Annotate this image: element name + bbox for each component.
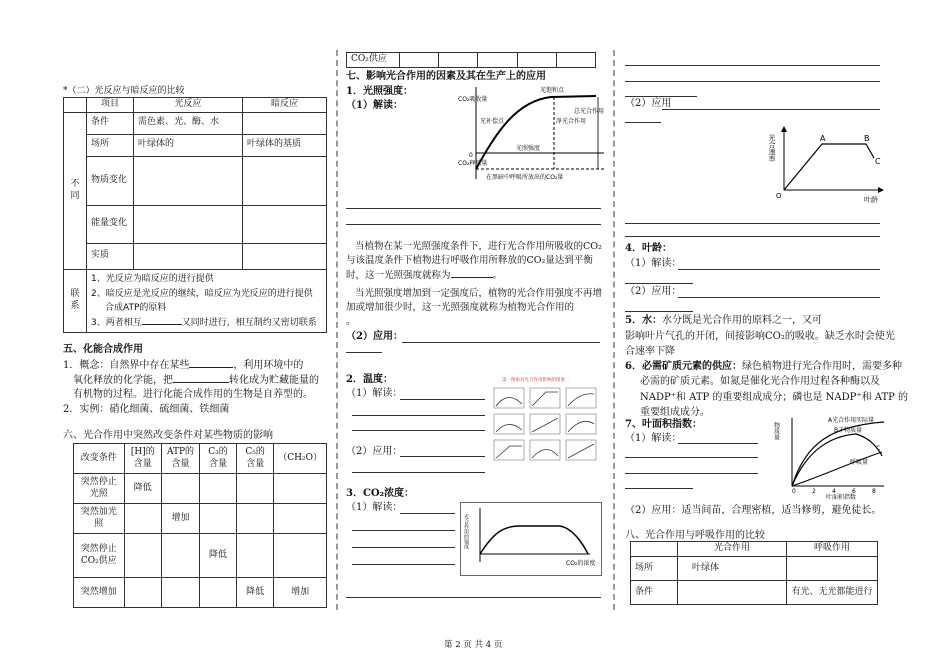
g1-y-bottom: CO₂释放量 [458, 160, 488, 167]
header-dark: 暗反应 [243, 98, 327, 113]
cell [124, 578, 162, 608]
g5-c-label: C [876, 445, 881, 452]
page-footer: 第 2 页 共 4 页 [444, 640, 503, 650]
answer-line [678, 443, 758, 444]
light-dark-comparison-table [63, 97, 327, 333]
g3-y-label: 光合作用的强度 [463, 514, 469, 549]
col-header: ATP的含量 [162, 444, 200, 474]
answer-line [402, 342, 600, 343]
cell: 降低 [124, 474, 162, 504]
row-label: 场所 [87, 134, 134, 156]
s5-line-2: 氧化释放的化学能，把 转化成为贮藏能量的 [73, 375, 319, 386]
answer-line [625, 457, 758, 458]
answer-line [678, 269, 880, 270]
answer-line [625, 283, 693, 284]
g4-point-c: C [875, 157, 881, 166]
answer-line [662, 109, 880, 110]
cell-value: 叶绿体的 [134, 134, 243, 156]
para1-line3: 时，这一光照强度就称为 。 [346, 270, 503, 281]
g4-origin: O [776, 192, 782, 200]
cell-value [243, 243, 327, 269]
row-label: 场所 [631, 557, 678, 581]
cell [199, 578, 236, 608]
g5-y-label: 物质量 [772, 422, 780, 440]
header-item: 项目 [87, 98, 134, 113]
col-header: （CH₂O） [274, 444, 327, 474]
g5-tick: 2 [812, 488, 816, 495]
co2-concentration-graph [460, 502, 602, 576]
answer-line [625, 96, 697, 97]
cell-value [243, 156, 327, 205]
cell [162, 578, 200, 608]
answer-line [346, 208, 601, 209]
cell [274, 474, 327, 504]
factor-5-line2: 影响叶片气孔的开闭，间接影响CO₂的吸收。缺乏水时会使光 [625, 331, 895, 342]
answer-line [625, 236, 880, 237]
answer-line [400, 513, 455, 514]
cell-value [134, 156, 243, 205]
row-label: 条件 [631, 581, 678, 605]
g1-y-top: CO₂吸收量 [458, 96, 488, 103]
cell-value: 叶绿体的基质 [243, 134, 327, 156]
answer-line [400, 399, 485, 400]
row-cond: 突然停止CO₂供应 [74, 534, 125, 578]
g1-compensation-label: 光补偿点 [480, 118, 505, 125]
s5-line-3: 有机物的过程。进行化能合成作用的生物是自养型的。 [73, 389, 313, 400]
row-cond: 突然增加 [74, 578, 125, 608]
answer-line [400, 456, 485, 457]
factor-6-line4: 重要组成成分。 [640, 407, 710, 418]
cell [237, 474, 274, 504]
answer-line [678, 297, 880, 298]
section-2-title: *（二）光反应与暗反应的比较 [63, 86, 185, 96]
g5-a-label: A光合作用实际量 [828, 417, 875, 424]
photo-resp-comparison-table [630, 541, 878, 605]
g2-caption: 第一图象对光合作用影响的图象 [502, 378, 565, 383]
factor-1-title: 1．光照强度： [346, 86, 413, 97]
factor-7-sub: （1）解读： [625, 433, 682, 444]
sudden-change-table [73, 443, 327, 608]
factor-5-line1: 5．水：水分既是光合作用的原料之一，又可 [625, 315, 822, 326]
answer-line [625, 223, 880, 224]
row-label: 物质变化 [87, 156, 134, 205]
side-label-different: 不同 [64, 112, 87, 269]
co2-supply-row [346, 52, 596, 68]
row-label: 实质 [87, 243, 134, 269]
temperature-graphs [490, 374, 600, 464]
answer-line [625, 311, 693, 312]
factor-2-sub: （1）解读： [346, 388, 403, 399]
g3-x-label: CO₂的浓度 [566, 560, 596, 567]
cell-value [243, 205, 327, 243]
cell: 降低 [237, 578, 274, 608]
section-7-title: 七、影响光合作用的因素及其在生产上的应用 [346, 71, 546, 82]
answer-line [625, 65, 880, 66]
g1-total-label: 总光合作用 [574, 108, 605, 115]
col-header: C₅的含量 [237, 444, 274, 474]
factor-5-line3: 合速率下降 [625, 346, 675, 357]
g1-net-label: 净光合作用 [556, 118, 587, 125]
factor-1-sub: （1）解读： [346, 100, 403, 111]
cell [237, 504, 274, 534]
answer-line [346, 352, 382, 353]
leaf-area-index-graph [772, 412, 892, 500]
g4-point-b: B [864, 134, 870, 143]
light-intensity-graph [456, 83, 606, 183]
g5-tick: 4 [832, 488, 836, 495]
cell: 叶绿体 [678, 557, 787, 581]
factor-6-line3: NADP⁺和 ATP 的重要组成成分；磷也是 NADP⁺和 ATP 的 [640, 392, 909, 403]
factor-3-title: 3．CO₂浓度： [346, 488, 415, 499]
g5-tick: 6 [852, 488, 856, 495]
answer-line [352, 547, 455, 548]
col-header: 光合作用 [678, 542, 787, 557]
row-label: 能量变化 [87, 205, 134, 243]
cell: 增加 [162, 504, 200, 534]
section-6-title: 六、光合作用中突然改变条件对某些物质的影响 [63, 430, 273, 441]
answer-line [352, 430, 485, 431]
right-app-label: （2）应用 [625, 98, 672, 109]
g5-tick: 0 [792, 488, 796, 495]
cell [199, 474, 236, 504]
cell [124, 504, 162, 534]
cell [162, 534, 200, 578]
answer-line [352, 415, 485, 416]
factor-4-title: 4．叶龄： [625, 243, 672, 254]
g1-dark-label: 在黑暗中呼吸所放出的CO₂量 [486, 174, 564, 181]
cell-value [243, 112, 327, 134]
cell [237, 534, 274, 578]
cell: 增加 [274, 578, 327, 608]
g4-point-a: A [820, 134, 826, 143]
para1-line1: 当植物在某一光照强度条件下，进行光合作用所吸收的CO₂ [355, 241, 602, 252]
factor-7-title: 7、叶面积指数： [625, 419, 702, 430]
cell [124, 534, 162, 578]
g4-y-label: 光合速率 [768, 134, 776, 162]
column-divider [613, 50, 615, 610]
cell [274, 534, 327, 578]
g5-tick: 8 [872, 488, 876, 495]
col-header: [H]的含量 [124, 444, 162, 474]
factor-6-line2: 必需的矿质元素。如氮是催化光合作用过程各种酶以及 [640, 376, 880, 387]
column-divider [336, 50, 338, 610]
row-cond: 突然加光照 [74, 504, 125, 534]
app-1-label: （2）应用： [346, 331, 403, 342]
g5-b-label: B干物质量 [834, 427, 863, 434]
cell-value: 需色素、光、酶、水 [134, 112, 243, 134]
cell [678, 581, 787, 605]
row-label: 条件 [87, 112, 134, 134]
cell: 有光、无光都能进行 [787, 581, 878, 605]
factor-4-sub: （1）解读： [625, 258, 682, 269]
g1-saturation-label: 光饱和点 [540, 87, 565, 94]
answer-line [625, 122, 661, 123]
section-5-title: 五、化能合成作用 [63, 344, 143, 355]
cell: 降低 [199, 534, 236, 578]
g5-x-label: 叶面积指数 [826, 494, 857, 500]
leaf-age-graph [760, 124, 886, 206]
row-cond: 突然停止光照 [74, 474, 125, 504]
answer-line [625, 488, 693, 489]
g1-x-label: 光照强度 [516, 145, 541, 152]
cell [274, 504, 327, 534]
answer-line [625, 81, 880, 82]
para2-line2: 加或增加很少时，这一光照强度就称为植物光合作用的 [346, 302, 575, 313]
factor-2-title: 2．温度： [346, 374, 393, 385]
side-label-link: 联系 [64, 269, 87, 332]
cell [199, 504, 236, 534]
factor-4-app: （2）应用： [625, 286, 682, 297]
factor-3-sub: （1）解读： [346, 502, 403, 513]
col-header: C₃的含量 [199, 444, 236, 474]
answer-line [352, 530, 455, 531]
cell [787, 557, 878, 581]
col-header: 改变条件 [74, 444, 125, 474]
link-cell: 1、光反应为暗反应的进行提供 2、暗反应是光反应的继续，暗反应为光反应的进行提供 合成ATP的原料 3、两者相互 又同时进行，相互制约又密切联系 [87, 269, 327, 332]
cell [162, 474, 200, 504]
answer-line [346, 597, 601, 598]
para1-line2: 与该温度条件下植物进行呼吸作用所释放的CO₂量达到平衡 [346, 255, 593, 266]
section-8-title: 八、光合作用与呼吸作用的比较 [625, 530, 765, 541]
s5-line-1: 1．概念：自然界中存在某些 ，利用环境中的 [63, 360, 304, 371]
s5-line-4: 2．实例：硝化细菌、硫细菌、铁细菌 [63, 404, 230, 415]
factor-2-app: （2）应用： [346, 446, 403, 457]
col-header: 呼吸作用 [787, 542, 878, 557]
para2-line1: 当光照强度增加到一定强度后，植物的光合作用强度不再增 [355, 288, 603, 299]
cell-value [134, 243, 243, 269]
factor-6-line1: 6．必需矿质元素的供应：绿色植物进行光合作用时，需要多种 [625, 361, 902, 372]
g5-resp-label: 呼吸量 [850, 459, 869, 466]
answer-line [346, 224, 601, 225]
factor-7-app: （2）应用：适当间苗，合理密植，适当修剪，避免徒长。 [625, 505, 882, 516]
g1-origin: 0 [469, 152, 473, 159]
cell-value [134, 205, 243, 243]
answer-line [352, 472, 485, 473]
answer-line [625, 473, 758, 474]
co2-supply-label: CO₂供应 [347, 53, 400, 68]
g4-x-label: 叶龄 [864, 196, 878, 204]
header-light: 光反应 [134, 98, 243, 113]
answer-line [352, 564, 455, 565]
